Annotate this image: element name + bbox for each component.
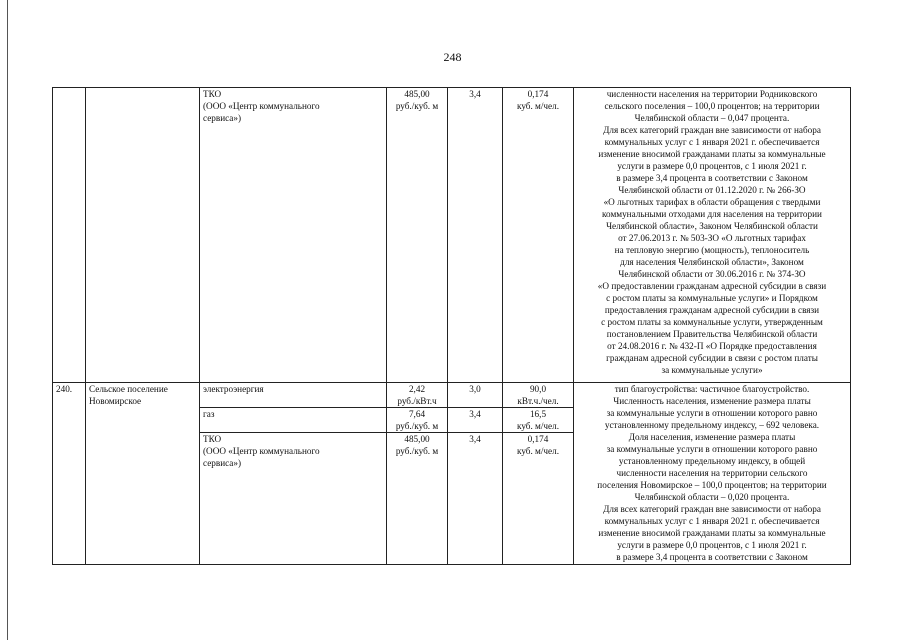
cell-index: 3,4 xyxy=(448,408,503,433)
tariff-table xyxy=(52,87,851,565)
cell-tariff: 485,00 руб./куб. м xyxy=(387,88,448,383)
cell-volume: 0,174 куб. м/чел. xyxy=(503,88,574,383)
cell-service: ТКО (ООО «Центр коммунального сервиса») xyxy=(200,88,387,383)
page-number: 248 xyxy=(443,50,462,64)
cell-description: тип благоустройства: частичное благоустройство. Численность населения, изменение размера платы за коммунальные услуги в отношении которого равно установленному предельному индексу, – 692 человека. Доля населения, изменение размера платы за коммунальные услуги в отношении которого равно установленному предельному индексу, в общей численности населения на территории сельского поселения Новомирское – 100,0 процентов; на территории Челябинской области – 0,020 процента. Для всех категорий граждан вне зависимости от набора коммунальных услуг с 1 января 2021 г. обеспечивается изменение вносимой гражданами платы за коммунальные услуги в размере 0,0 процентов, с 1 июля 2021 г. в размере 3,4 процента в соответствии с Законом xyxy=(574,383,851,565)
cell-settlement xyxy=(86,88,200,383)
page-left-edge xyxy=(7,0,8,640)
cell-service: ТКО (ООО «Центр коммунального сервиса») xyxy=(200,433,387,565)
cell-number: 240. xyxy=(53,383,86,565)
cell-tariff: 7,64 руб./куб. м xyxy=(387,408,448,433)
table-row-240-electricity xyxy=(53,383,851,408)
cell-index: 3,4 xyxy=(448,88,503,383)
cell-tariff: 485,00 руб./куб. м xyxy=(387,433,448,565)
cell-service: газ xyxy=(200,408,387,433)
cell-description: численности населения на территории Родниковского сельского поселения – 100,0 процентов; на территории Челябинской области – 0,047 процента. Для всех категорий граждан вне зависимости от набора коммунальных услуг с 1 января 2021 г. обеспечивается изменение вносимой гражданами платы за коммунальные услуги в размере 0,0 процентов, с 1 июля 2021 г. в размере 3,4 процента в соответствии с Законом Челябинской области от 01.12.2020 г. № 266-ЗО «О льготных тарифах в области обращения с твердыми коммунальными отходами для населения на территории Челябинской области», Законом Челябинской области от 27.06.2013 г. № 503-ЗО «О льготных тарифах на тепловую энергию (мощность), теплоноситель для населения Челябинской области», Законом Челябинской области от 30.06.2016 г. № 374-ЗО «О предоставлении гражданам адресной субсидии в связи с ростом платы за коммунальные услуги» и Порядком предоставления гражданам адресной субсидии в связи с ростом платы за коммунальные услуги, утвержденным постановлением Правительства Челябинской области от 24.08.2016 г. № 432-П «О Порядке предоставления гражданам адресной субсидии в связи с ростом платы за коммунальные услуги» xyxy=(574,88,851,383)
cell-settlement: Сельское поселение Новомирское xyxy=(86,383,200,565)
cell-volume: 16,5 куб. м/чел. xyxy=(503,408,574,433)
cell-index: 3,0 xyxy=(448,383,503,408)
cell-volume: 90,0 кВт.ч./чел. xyxy=(503,383,574,408)
table-row-continued xyxy=(53,88,851,383)
cell-number xyxy=(53,88,86,383)
cell-index: 3,4 xyxy=(448,433,503,565)
cell-tariff: 2,42 руб./кВт.ч xyxy=(387,383,448,408)
cell-service: электроэнергия xyxy=(200,383,387,408)
cell-volume: 0,174 куб. м/чел. xyxy=(503,433,574,565)
